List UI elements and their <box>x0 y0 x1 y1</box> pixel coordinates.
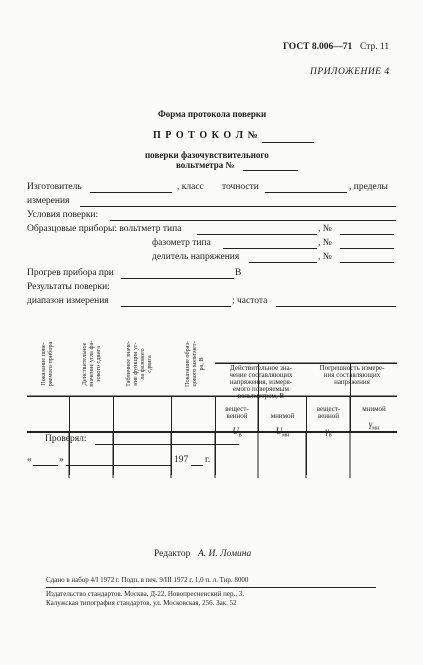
warmup-label: Прогрев прибора при <box>27 268 114 278</box>
date-year-suffix: г. <box>205 455 211 465</box>
group-error-header: Погрешность измере- ния составляющих напряжения <box>319 364 385 386</box>
range-label: диапазон измерения <box>27 296 109 306</box>
editor-name: А. И. Ломина <box>198 549 252 559</box>
imprint-line-3: Калужская типография стандартов, ул. Московская, 256. Зак. 52 <box>46 599 237 607</box>
measurement-label: измерения <box>27 196 70 206</box>
divider-no-label: , № <box>318 252 332 262</box>
sub-imag-2-header: мнимой $\gamma_{мн}$ <box>362 404 386 431</box>
voltmeter-no-label: , № <box>318 224 332 234</box>
divider-label: делитель напряжения <box>152 252 240 262</box>
date-month-line[interactable] <box>66 465 171 466</box>
form-title: Форма протокола поверки <box>158 109 267 119</box>
imprint-line-2: Издательство стандартов. Москва, Д-22, Новопресненский пер., 3. <box>46 590 244 598</box>
conditions-label: Условия поверки: <box>27 210 99 220</box>
date-year: 197 <box>174 455 189 465</box>
date-day-line[interactable] <box>33 465 58 466</box>
protocol-title: П Р О Т О К О Л № <box>153 130 259 141</box>
frequency-label: ; частота <box>232 296 268 306</box>
date-open-quote: « <box>27 455 32 465</box>
imprint-line-1: Сдано в набор 4/I 1972 г. Подп. в печ. 9/III 1972 г. 1,0 п. л. Тир. 8000 <box>46 576 249 584</box>
protocol-subtitle-2: вольтметра № <box>176 160 235 170</box>
sub-real-1-header: вещест- венной $U_в$ <box>225 404 249 439</box>
class-label: , класс <box>177 182 204 192</box>
col-standard-voltmeter-header: Показание образ- цового вольтмет- ра, В <box>184 341 205 387</box>
sub-real-2-header: вещест- венной $\gamma_в$ <box>316 404 341 439</box>
date-year-line[interactable] <box>191 465 203 466</box>
voltmeter-type-label: Образцовые приборы: вольтметр типа <box>27 224 182 234</box>
verified-label: Проверял: <box>45 434 87 444</box>
group-actual-header: Действительное зна- чение составляющих напряжения, измеря- емого поверяемым вольтметром, В <box>229 364 293 400</box>
limits-label: , пределы <box>349 182 388 192</box>
col-table-function-header: Табличное значе- ние функции уг- ла фазового сдвига <box>125 341 153 387</box>
editor-label: Редактор <box>154 549 191 559</box>
standard-number: ГОСТ 8.006—71 <box>283 42 353 52</box>
date-close-quote: » <box>59 455 64 465</box>
protocol-subtitle-1: поверки фазочувствительного <box>145 150 269 160</box>
page-number: Стр. 11 <box>360 42 390 52</box>
col-actual-angle-header: Действительное значение угла фа- зового сдвига <box>81 340 102 388</box>
col-reading-header: Показание пове- ряемого прибора <box>40 341 54 387</box>
phasemeter-label: фазометр типа <box>152 238 211 248</box>
manufacturer-label: Изготовитель <box>27 182 82 192</box>
sub-imag-1-header: мнимой $U_{мн}$ <box>270 411 295 438</box>
phasemeter-no-label: , № <box>318 238 332 248</box>
imprint-divider <box>46 587 376 588</box>
verified-line[interactable] <box>95 444 239 445</box>
volt-unit: В <box>235 268 242 278</box>
appendix-label: ПРИЛОЖЕНИЕ 4 <box>310 67 390 77</box>
results-label: Результаты поверки: <box>27 282 110 292</box>
accuracy-label: точности <box>222 182 259 192</box>
